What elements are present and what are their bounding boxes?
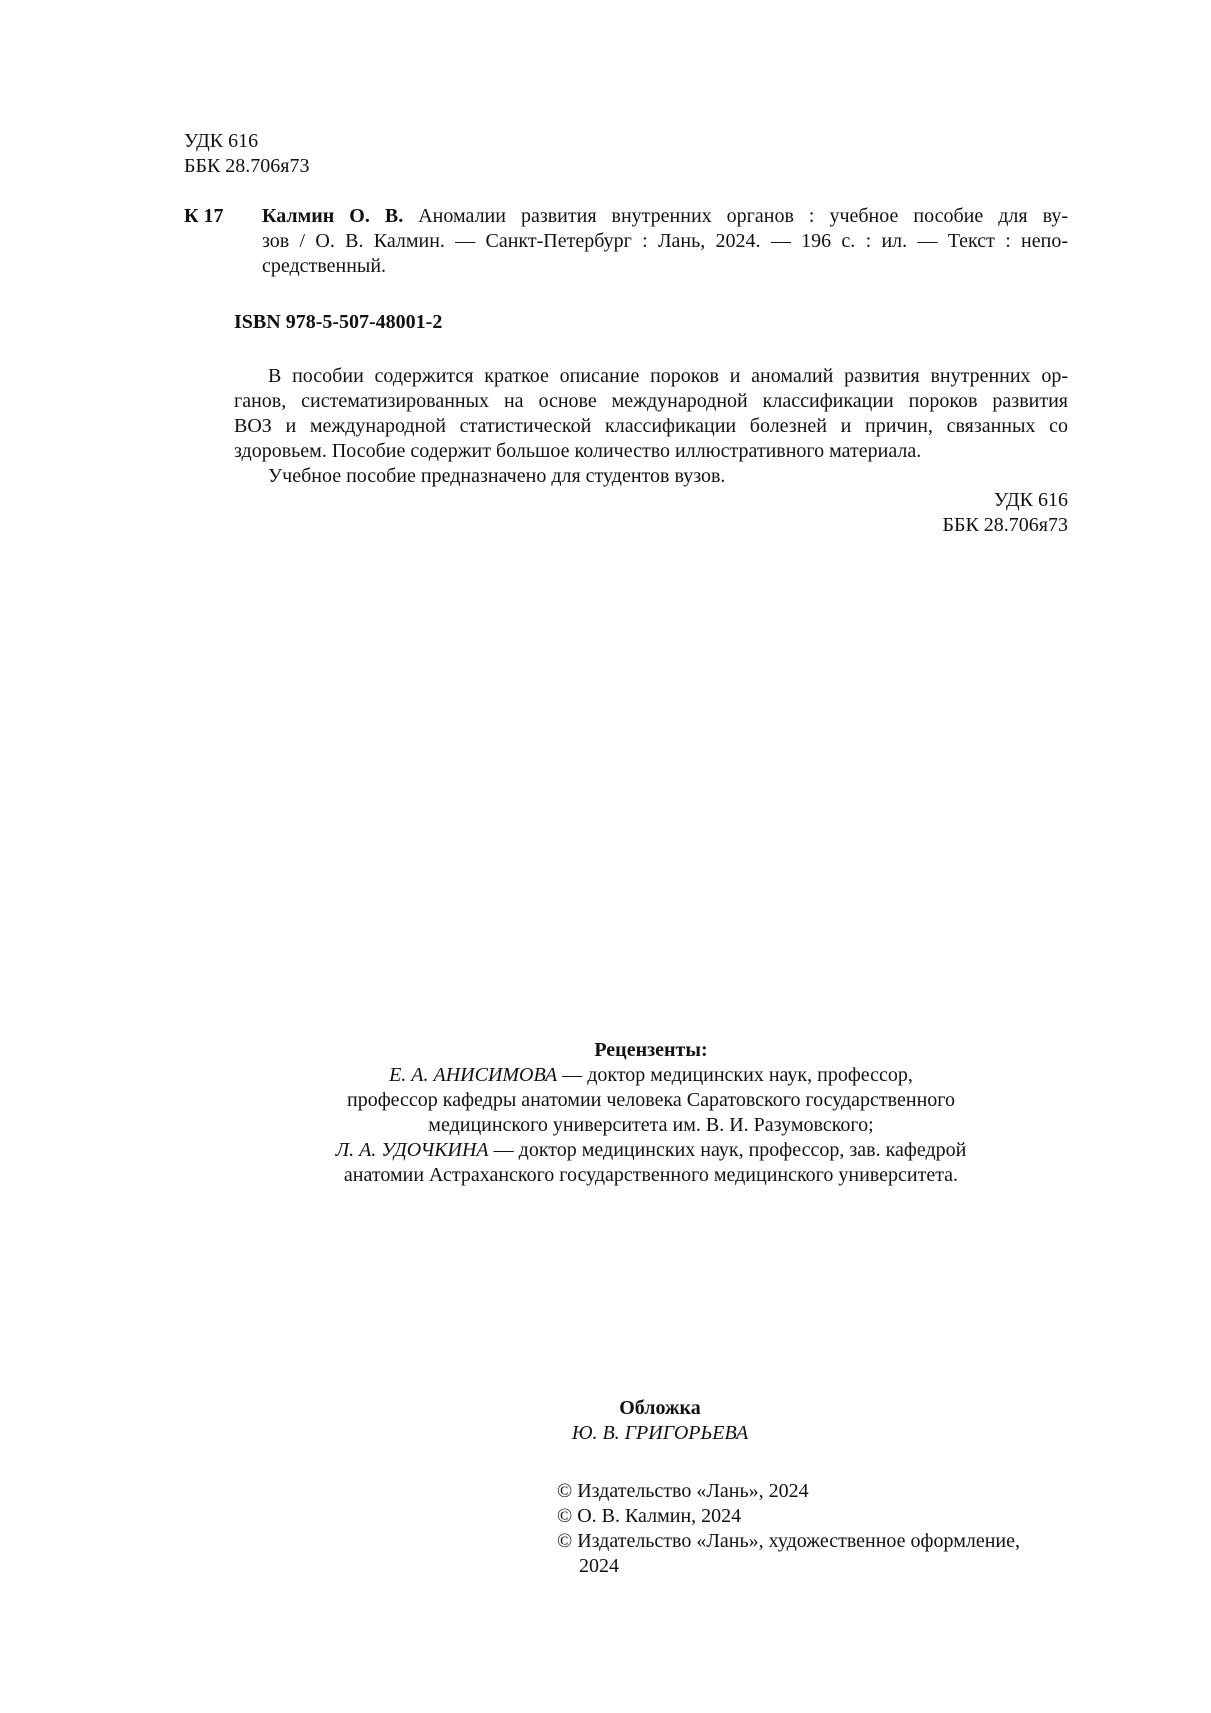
udk-code-bottom: УДК 616 — [993, 489, 1068, 511]
copyright-line-3: © Издательство «Лань», художественное оформление, — [557, 1530, 1021, 1552]
reviewer-1-line-3: медицинского университета им. В. И. Разумовского; — [428, 1114, 874, 1136]
isbn: ISBN 978-5-507-48001-2 — [234, 311, 443, 333]
reviewers-title: Рецензенты: — [594, 1039, 708, 1061]
cover-title: Обложка — [619, 1397, 701, 1419]
reviewer-2 — [234, 1138, 1068, 1163]
copyright-line-1: © Издательство «Лань», 2024 — [557, 1480, 809, 1502]
annotation-line-4: здоровьем. Пособие содержит большое количество иллюстративного материала. — [234, 440, 922, 462]
copyright-block — [557, 1479, 1077, 1579]
bibliographic-description — [262, 204, 1068, 279]
cover-designer: Ю. В. ГРИГОРЬЕВА — [571, 1422, 749, 1444]
reviewer-2-line-2: анатомии Астраханского государственного медицинского университета. — [343, 1164, 959, 1186]
bib-line-2: зов / О. В. Калмин. — Санкт-Петербург : Лань, 2024. — 196 с. : ил. — Текст : непо- — [262, 230, 1068, 252]
bib-author: Калмин О. В. — [262, 205, 404, 227]
copyright-line-4: 2024 — [579, 1555, 619, 1577]
reviewer-1-name: Е. А. АНИСИМОВА — [389, 1064, 558, 1086]
cover-credit — [500, 1396, 820, 1446]
bib-title: Аномалии развития внутренних органов : учебное пособие для ву- — [418, 205, 1069, 227]
reviewer-2-position: — доктор медицинских наук, профессор, зав. кафедрой — [488, 1139, 967, 1161]
classification-codes-bottom — [942, 488, 1068, 538]
bbk-code-bottom: ББК 28.706я73 — [942, 514, 1068, 536]
annotation-line-5: Учебное пособие предназначено для студентов вузов. — [268, 465, 726, 487]
bbk-code: ББК 28.706я73 — [184, 155, 310, 177]
reviewer-1-position: — доктор медицинских наук, профессор, — [557, 1064, 913, 1086]
reviewer-1 — [234, 1063, 1068, 1088]
annotation-line-1: В пособии содержится краткое описание пороков и аномалий развития внутренних ор- — [268, 365, 1068, 387]
annotation-line-2: ганов, систематизированных на основе международной классификации пороков развития — [234, 390, 1068, 412]
reviewer-2-name: Л. А. УДОЧКИНА — [335, 1139, 489, 1161]
bib-line-3: средственный. — [262, 255, 387, 277]
reviewer-1-line-2: профессор кафедры анатомии человека Саратовского государственного — [347, 1089, 955, 1111]
author-mark: К 17 — [184, 205, 224, 227]
annotation — [234, 364, 1068, 489]
classification-codes-top — [184, 129, 310, 179]
udk-code: УДК 616 — [184, 130, 259, 152]
reviewers-block — [234, 1038, 1068, 1188]
copyright-line-2: © О. В. Калмин, 2024 — [557, 1505, 742, 1527]
annotation-line-3: ВОЗ и международной статистической классификации болезней и причин, связанных со — [234, 415, 1068, 437]
